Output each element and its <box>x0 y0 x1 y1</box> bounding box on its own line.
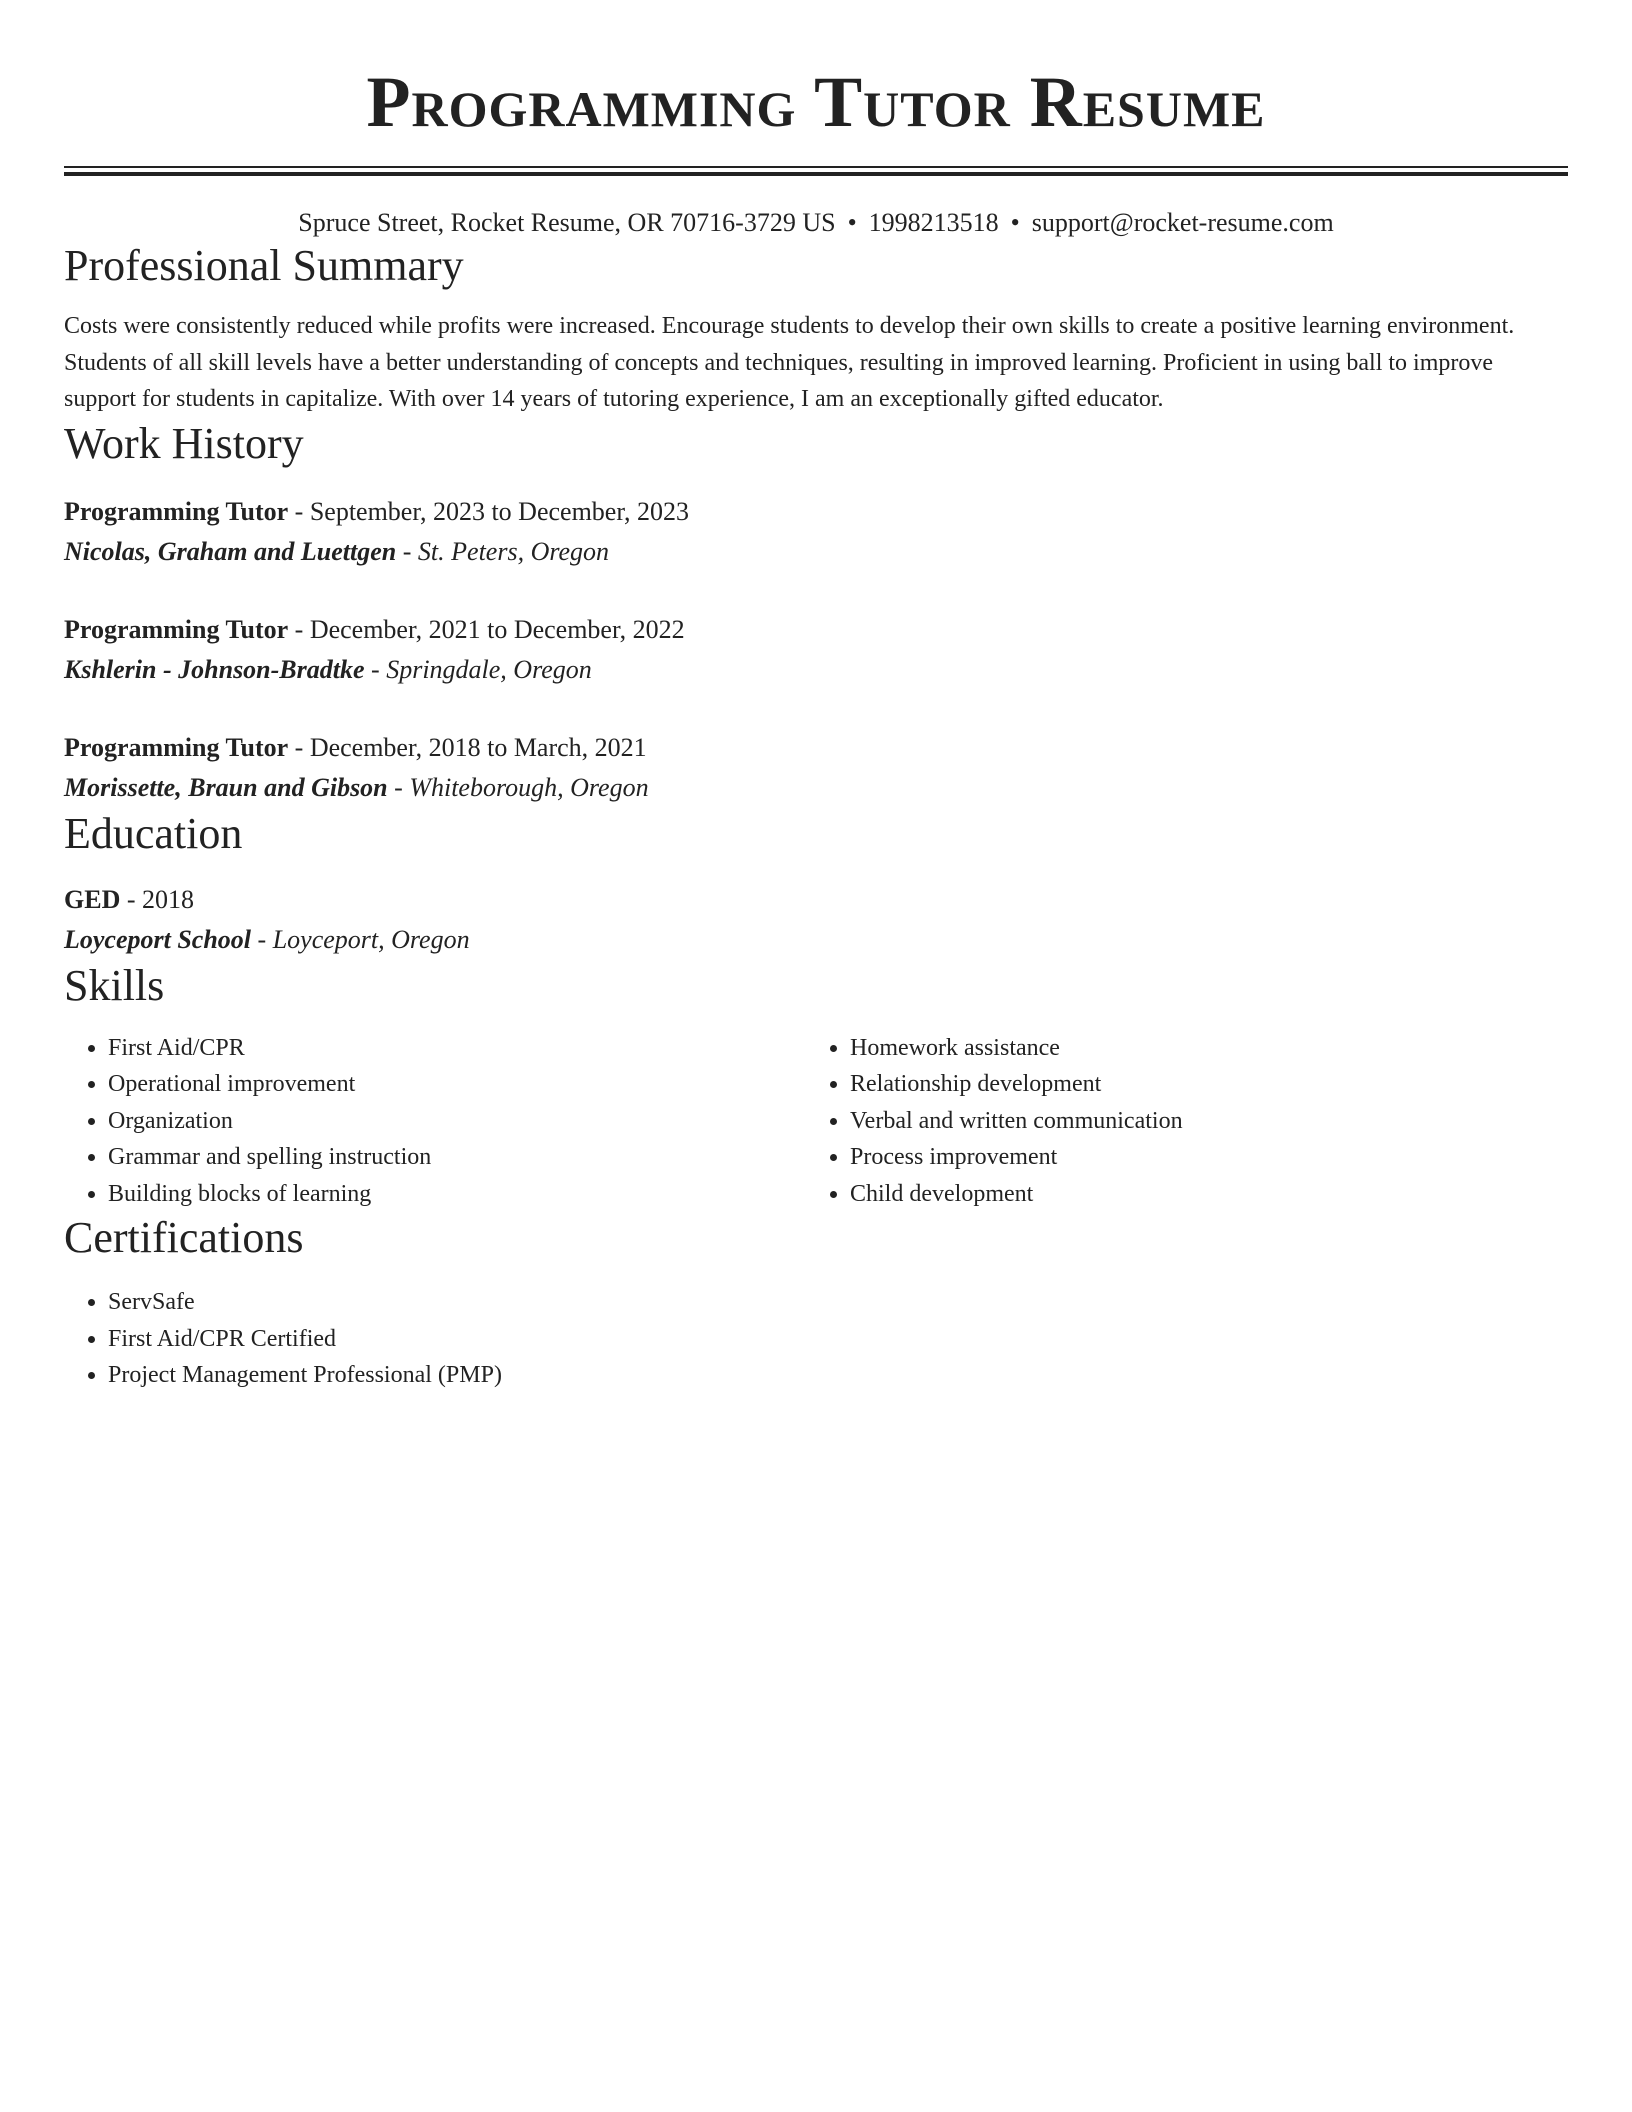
contact-line <box>64 206 1568 240</box>
resume-title: Programming Tutor Resume <box>366 62 1266 142</box>
degree: GED <box>64 884 121 914</box>
job-company-line <box>64 768 1568 808</box>
skills-heading: Skills <box>64 960 165 1010</box>
dash: - <box>251 924 273 954</box>
job-dates: September, 2023 to December, 2023 <box>309 496 689 526</box>
job-company: Nicolas, Graham and Luettgen <box>64 536 397 566</box>
degree-line <box>64 880 1568 920</box>
contact-address: Spruce Street, Rocket Resume, OR 70716-3729 US <box>298 208 836 237</box>
contact-separator: • <box>847 208 857 237</box>
dash: - <box>396 536 418 566</box>
job-company: Kshlerin - Johnson-Bradtke <box>64 654 365 684</box>
education-entry <box>64 880 1568 960</box>
skill-item: • Organization <box>108 1103 806 1140</box>
job-location: Springdale, Oregon <box>386 654 592 684</box>
job-title-line <box>64 610 1568 650</box>
skill-item: • Grammar and spelling instruction <box>108 1139 806 1176</box>
school-location: Loyceport, Oregon <box>272 924 470 954</box>
education-heading: Education <box>64 808 243 858</box>
skills-list-right <box>806 1030 1548 1213</box>
job-entry <box>64 610 1568 690</box>
summary-text: Costs were consistently reduced while profits were increased. Encourage students to develop their own skills to create a positive learning environment. Students of all skill levels have a better understanding of concepts and techniques, resulting in improved learning. Proficient in using ball to improve support for students in capitalize. With over 14 years of tutoring experience, I am an exceptionally gifted educator. <box>64 313 1515 412</box>
job-company: Morissette, Braun and Gibson <box>64 772 388 802</box>
skill-item: • Homework assistance <box>850 1030 1548 1067</box>
dash: - <box>387 772 410 802</box>
job-title-line <box>64 492 1568 532</box>
job-dates: December, 2021 to December, 2022 <box>309 614 685 644</box>
skill-item: • Verbal and written communication <box>850 1103 1548 1140</box>
dash: - <box>288 732 310 762</box>
job-entry <box>64 728 1568 808</box>
job-title-line <box>64 728 1568 768</box>
job-location: St. Peters, Oregon <box>417 536 610 566</box>
graduation-year: 2018 <box>142 884 195 914</box>
dash: - <box>364 654 387 684</box>
job-company-line <box>64 650 1568 690</box>
skill-item: • Process improvement <box>850 1139 1548 1176</box>
certifications-list <box>64 1284 1568 1394</box>
skill-item: • Operational improvement <box>108 1066 806 1103</box>
dash: - <box>120 884 143 914</box>
dash: - <box>288 614 310 644</box>
certifications-heading: Certifications <box>64 1213 304 1262</box>
skill-item: • Building blocks of learning <box>108 1176 806 1213</box>
job-company-line <box>64 532 1568 572</box>
school-line <box>64 920 1568 960</box>
skill-item: • Child development <box>850 1176 1548 1213</box>
job-title: Programming Tutor <box>64 732 289 762</box>
skill-item: • First Aid/CPR <box>108 1030 806 1067</box>
job-location: Whiteborough, Oregon <box>409 772 649 802</box>
job-title: Programming Tutor <box>64 496 289 526</box>
contact-separator: • <box>1010 208 1020 237</box>
job-dates: December, 2018 to March, 2021 <box>309 732 647 762</box>
contact-email: support@rocket-resume.com <box>1031 208 1334 237</box>
skills-list-left <box>64 1030 806 1213</box>
work-history-heading: Work History <box>64 418 304 468</box>
contact-phone: 1998213518 <box>868 208 999 237</box>
dash: - <box>288 496 310 526</box>
certification-item: • First Aid/CPR Certified <box>108 1321 1568 1358</box>
summary-heading: Professional Summary <box>64 241 464 290</box>
school-name: Loyceport School <box>64 924 252 954</box>
skill-item: • Relationship development <box>850 1066 1548 1103</box>
job-entry <box>64 492 1568 572</box>
certification-item: • ServSafe <box>108 1284 1568 1321</box>
certification-item: • Project Management Professional (PMP) <box>108 1357 1568 1394</box>
job-title: Programming Tutor <box>64 614 289 644</box>
title-divider <box>64 166 1568 176</box>
skills-columns <box>64 1030 1568 1213</box>
